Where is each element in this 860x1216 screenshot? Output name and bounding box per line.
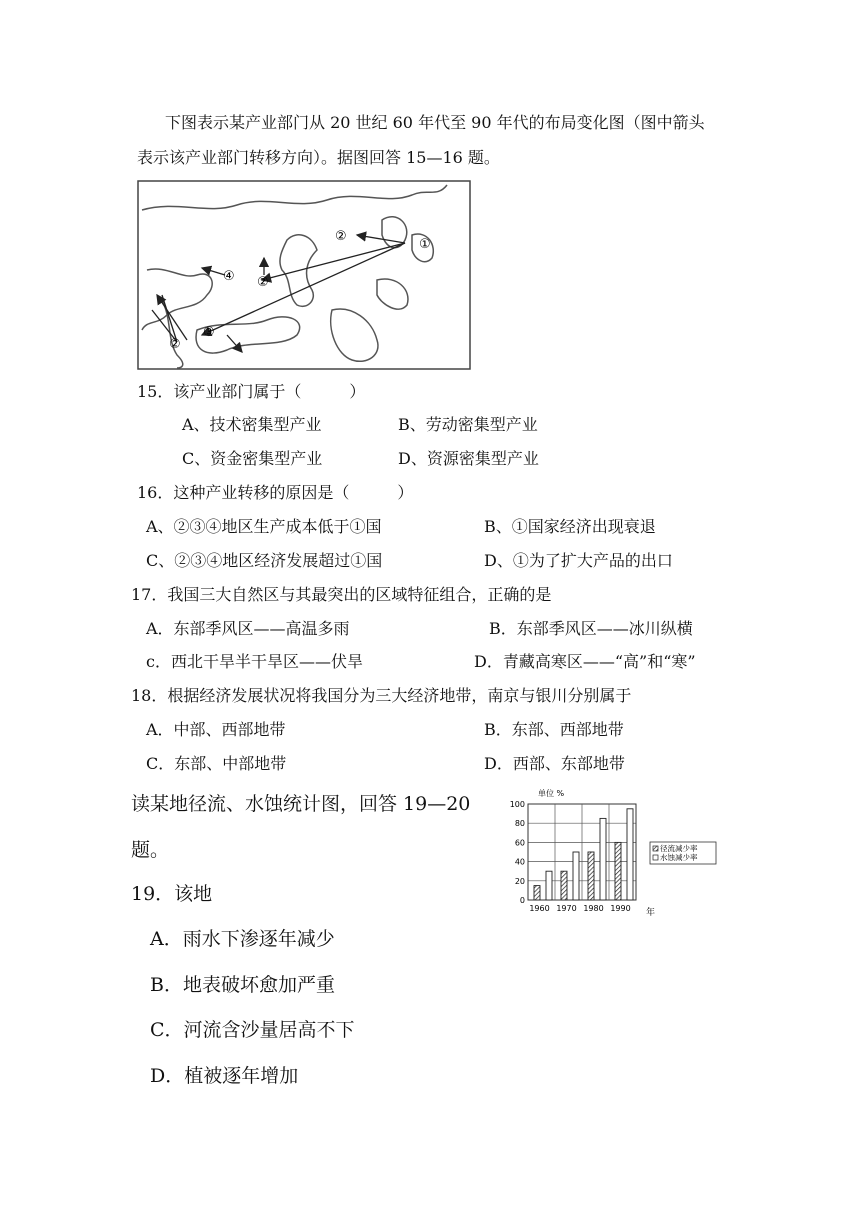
q19-option-c: C．河流含沙量居高不下 [150,1019,355,1041]
chart-legend-swatch [653,846,658,851]
map-label-2-north: ② [335,229,347,244]
q15-option-a: A、技术密集型产业 [182,415,322,434]
q15-option-b: B、劳动密集型产业 [398,415,538,434]
q19-option-a: A．雨水下渗逐年减少 [150,928,335,950]
chart-bar-erosion-1970 [573,852,579,900]
chart-xtick-label: 1980 [583,904,604,913]
chart-ylabel: 单位 % [538,789,565,798]
industry-transfer-map [137,180,471,370]
chart-legend-swatch [653,855,658,860]
q17-stem: 17．我国三大自然区与其最突出的区域特征组合，正确的是 [131,585,552,604]
chart-bar-erosion-1980 [600,818,606,900]
q15-option-c: C、资金密集型产业 [182,449,323,468]
q18-option-b: B．东部、西部地带 [484,720,624,739]
q17-option-b: B．东部季风区——冰川纵横 [489,619,693,638]
q17-option-a: A．东部季风区——高温多雨 [146,619,350,638]
map-label-1: ① [419,237,431,252]
map-label-4: ④ [223,269,235,284]
q18-option-a: A．中部、西部地带 [146,720,286,739]
map-label-2-center: ② [257,275,269,290]
q16-option-b: B、①国家经济出现衰退 [484,517,656,536]
q16-option-c: C、②③④地区经济发展超过①国 [146,551,383,570]
q18-option-d: D．西部、东部地带 [484,754,625,773]
runoff-erosion-chart [500,786,730,921]
map-frame [138,181,470,369]
intro-line-1: 下图表示某产业部门从 20 世纪 60 年代至 90 年代的布局变化图（图中箭头 [165,113,705,132]
chart-legend-label: 径流减少率 [660,844,698,853]
map-label-2-south: ② [169,337,181,352]
chart-xtick-label: 1990 [610,904,631,913]
chart-bar-runoff-1990 [615,842,621,900]
q18-stem: 18．根据经济发展状况将我国分为三大经济地带，南京与银川分别属于 [131,686,632,705]
q17-option-c: c．西北干旱半干旱区——伏旱 [146,652,363,671]
q19-option-b: B．地表破坏愈加严重 [150,974,335,996]
q17-option-d: D．青藏高寒区——“高”和“寒” [474,652,696,671]
intro-line-2: 表示该产业部门转移方向）。据图回答 15—16 题。 [137,148,500,167]
chart-xtick-label: 1970 [556,904,577,913]
chart-legend-label: 水蚀减少率 [660,853,698,862]
q19-stem: 19．该地 [131,883,213,905]
chart-xunit: 年 [646,908,656,918]
chart-xtick-label: 1960 [529,904,550,913]
q19-intro-line-1: 读某地径流、水蚀统计图，回答 19—20 [131,793,471,815]
chart-ytick-label: 60 [514,838,525,848]
q19-intro-line-2: 题。 [131,839,170,861]
chart-bar-erosion-1990 [627,809,633,900]
q15-stem: 15．该产业部门属于（ ） [137,382,366,401]
chart-ytick-label: 20 [514,876,525,886]
q16-option-d: D、①为了扩大产品的出口 [484,551,673,570]
chart-ytick-label: 80 [514,819,525,829]
chart-bar-runoff-1980 [588,852,594,900]
q18-option-c: C．东部、中部地带 [146,754,287,773]
q16-stem: 16．这种产业转移的原因是（ ） [137,483,414,502]
chart-bar-erosion-1960 [546,871,552,900]
chart-bar-runoff-1960 [534,886,540,900]
chart-bar-runoff-1970 [561,871,567,900]
chart-ytick-label: 0 [519,896,525,905]
q16-option-a: A、②③④地区生产成本低于①国 [146,517,382,536]
chart-ytick-label: 40 [514,857,525,867]
q15-option-d: D、资源密集型产业 [398,449,539,468]
q19-option-d: D．植被逐年增加 [150,1065,299,1087]
chart-ytick-label: 100 [509,800,525,809]
map-label-3: ③ [203,325,215,340]
